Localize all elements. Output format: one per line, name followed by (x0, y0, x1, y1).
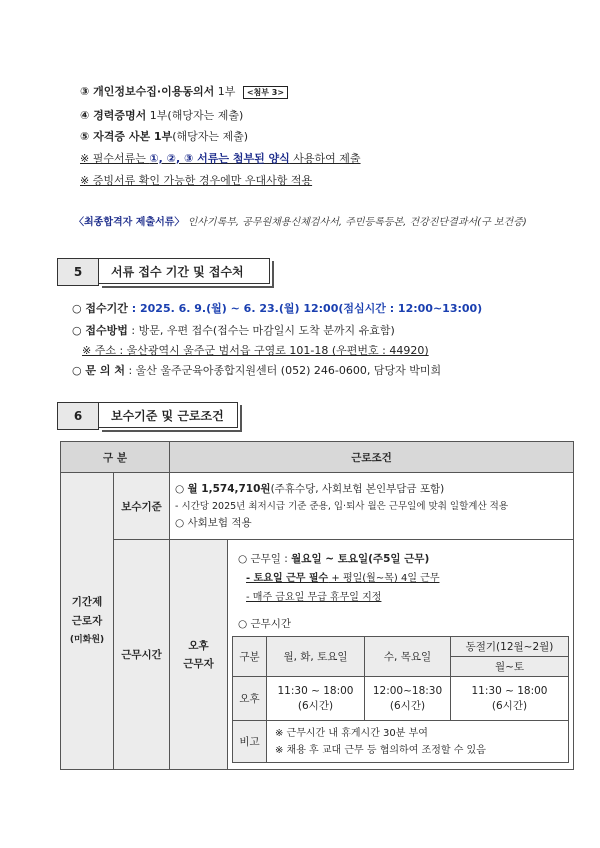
receipt-method-label: ○ 접수방법 (72, 324, 128, 337)
inner-header-winter-days: 월~토 (451, 657, 569, 677)
time-mon-tue-sat-range: 11:30 ~ 18:00 (277, 684, 354, 697)
doc-note-1-emph: ①, ②, ③ 서류는 첨부된 양식 (149, 152, 290, 165)
doc-item-3 (80, 83, 288, 99)
doc-note-2: ※ 증빙서류 확인 가능한 경우에만 우대사항 적용 (80, 174, 313, 187)
pay-line-1-bullet: ○ (175, 482, 188, 495)
section-6-shadow-right (240, 405, 242, 432)
doc-note-1-pre: ※ 필수서류는 (80, 152, 150, 165)
time-wed-thu-range: 12:00~18:30 (372, 684, 443, 697)
receipt-contact-label: ○ 문 의 처 (72, 364, 125, 377)
note-content (267, 721, 569, 763)
receipt-period (72, 300, 482, 316)
doc-item-4-rest: 1부(해당자는 제출) (146, 109, 244, 122)
worker-type-line1: 오후 (188, 639, 209, 652)
section-5-shadow-right (272, 261, 274, 288)
table-header-condition: 근로조건 (170, 442, 574, 473)
work-days-value: 월요일 ~ 토요일(주5일 근무) (291, 553, 430, 565)
worker-type-cell (170, 540, 228, 770)
working-conditions-table (60, 441, 574, 770)
inner-header-mon-tue-sat: 월, 화, 토요일 (267, 637, 365, 677)
attachment-tag: <첨부 3> (243, 86, 288, 99)
final-docs-label: 〈최종합격자 제출서류〉 (74, 217, 185, 228)
time-mon-tue-sat-hours: (6시간) (297, 699, 334, 712)
note-shift-adjust: ※ 채용 후 교대 근무 등 협의하여 조정할 수 있음 (275, 744, 486, 756)
pay-content-cell (170, 473, 574, 540)
inner-header-winter: 동절기(12월~2월) (451, 637, 569, 657)
saturday-required: - 토요일 근무 필수 (246, 573, 329, 584)
time-winter-hours: (6시간) (491, 699, 528, 712)
doc-item-4-label: ④ 경력증명서 (80, 109, 147, 122)
doc-item-5-rest: (해당자는 제출) (172, 130, 249, 143)
inner-row-afternoon: 오후 (233, 677, 267, 721)
final-docs (74, 213, 527, 228)
time-wed-thu-hours: (6시간) (389, 699, 426, 712)
section-5-number: 5 (57, 258, 99, 286)
receipt-contact (72, 362, 441, 378)
final-docs-items: 인사기록부, 공무원채용신체검사서, 주민등록등본, 건강진단결과서(구 보건증) (187, 217, 527, 228)
work-hours-table (232, 636, 569, 763)
work-schedule-cell (228, 540, 574, 770)
section-6-number: 6 (57, 402, 99, 430)
receipt-contact-value: : 울산 울주군육아종합지원센터 (052) 246-0600, 담당자 박미희 (124, 364, 442, 377)
receipt-method-value: : 방문, 우편 접수(접수는 마감일시 도착 분까지 유효함) (127, 324, 395, 337)
time-mon-tue-sat (267, 677, 365, 721)
inner-header-wed-thu: 수, 목요일 (365, 637, 451, 677)
section-5-title: 서류 접수 기간 및 접수처 (98, 258, 270, 284)
work-days-label: ○ 근무일 : (238, 553, 292, 565)
doc-note-1-post: 사용하여 제출 (289, 152, 361, 165)
section-6-title: 보수기준 및 근로조건 (98, 402, 238, 428)
work-hours-label-cell: 근무시간 (114, 540, 170, 770)
receipt-method (72, 322, 395, 338)
inner-row-note: 비고 (233, 721, 267, 763)
pay-line-2: - 시간당 2025년 최저시급 기준 준용, 입·퇴사 월은 근무일에 맞춰 일할계산 적용 (175, 500, 508, 512)
doc-item-3-label: ③ 개인정보수집·이용동의서 (80, 85, 215, 98)
pay-line-1 (175, 481, 568, 498)
work-days (238, 550, 569, 569)
time-winter (451, 677, 569, 721)
doc-note-1 (80, 150, 361, 166)
receipt-address: ※ 주소 : 울산광역시 울주군 범서읍 구영로 101-18 (우편번호 : 44920) (82, 344, 429, 357)
employee-group-line3: (미화원) (69, 634, 105, 645)
employee-group-line1: 기간제 (71, 595, 103, 608)
employee-group-line2: 근로자 (71, 614, 103, 627)
receipt-period-label: ○ 접수기간 (72, 302, 128, 315)
weekday-count: + 평일(월~목) 4일 근무 (328, 573, 440, 584)
doc-item-5 (80, 128, 248, 144)
note-break-time: ※ 근무시간 내 휴게시간 30분 부여 (275, 727, 428, 739)
worker-type-line2: 근무자 (183, 657, 214, 670)
pay-line-1-note: (주휴수당, 사회보험 본인부담금 포함) (270, 482, 445, 495)
receipt-period-value: : 2025. 6. 9.(월) ~ 6. 23.(월) 12:00(점심시간 : 12:00~13:00) (127, 302, 483, 315)
section-5-shadow (102, 286, 274, 288)
doc-item-3-count: 1부 (214, 85, 239, 98)
pay-label-cell: 보수기준 (114, 473, 170, 540)
section-6-shadow (102, 430, 242, 432)
time-winter-range: 11:30 ~ 18:00 (471, 684, 548, 697)
work-days-sub-2: - 매주 금요일 무급 휴무일 지정 (246, 592, 382, 603)
pay-line-3: ○ 사회보험 적용 (175, 516, 252, 529)
table-header-category: 구 분 (61, 442, 170, 473)
doc-item-4 (80, 107, 243, 123)
work-hours-title: ○ 근무시간 (238, 618, 292, 630)
employee-group-cell (61, 473, 114, 770)
doc-item-5-label: ⑤ 자격증 사본 1부 (80, 130, 173, 143)
work-days-sub-1 (238, 569, 569, 588)
time-wed-thu (365, 677, 451, 721)
inner-header-category: 구분 (233, 637, 267, 677)
pay-monthly-amount: 월 1,574,710원 (187, 482, 271, 495)
